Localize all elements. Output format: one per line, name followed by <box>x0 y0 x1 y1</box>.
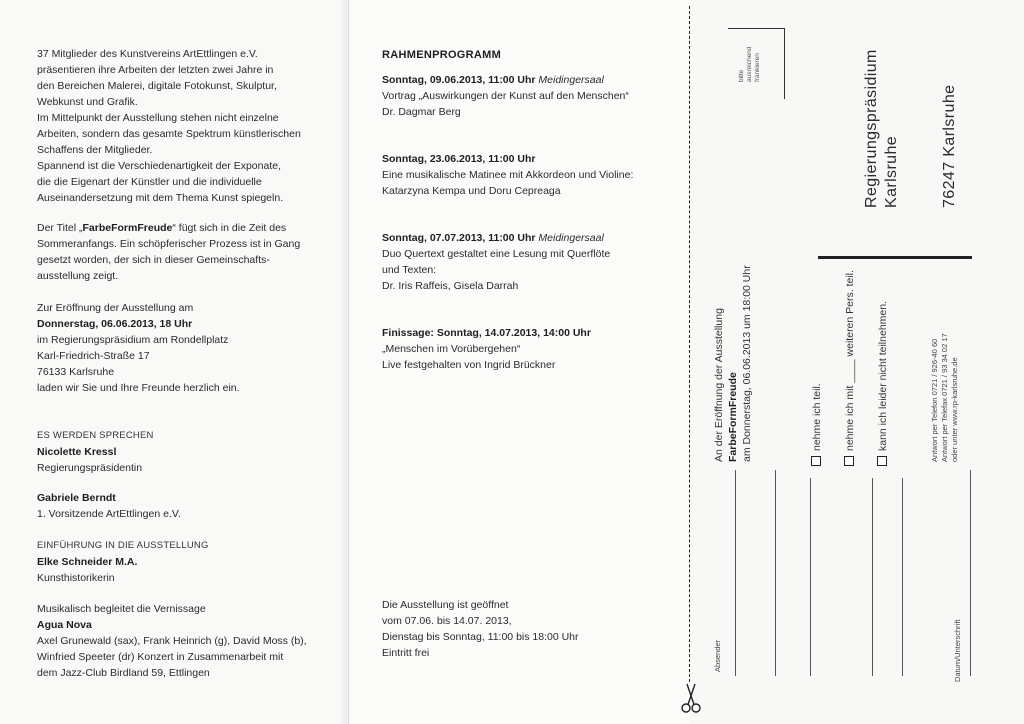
text-line: und Texten: <box>382 264 437 276</box>
recipient-name: Regierungspräsidium <box>863 49 880 208</box>
opening-date: Donnerstag, 06.06.2013, 18 Uhr <box>37 318 193 330</box>
text-line: laden wir Sie und Ihre Freunde herzlich ein. <box>37 382 240 394</box>
text-line: Im Mittelpunkt der Ausstellung stehen nicht einzelne <box>37 112 279 124</box>
text-line: gesetzt worden, der sich in dieser Gemeinschafts- <box>37 254 270 266</box>
text-line: bitte <box>738 69 745 82</box>
signature-label: Datum/Unterschrift <box>953 619 962 682</box>
title-paragraph <box>37 220 300 284</box>
event-date: Sonntag, 23.06.2013, 11:00 Uhr <box>382 153 536 165</box>
text-line: Webkunst und Grafik. <box>37 96 138 108</box>
speaker-role: Regierungspräsidentin <box>37 462 143 474</box>
program-event <box>382 325 591 373</box>
signature-line <box>970 470 971 676</box>
text-line: 76133 Karlsruhe <box>37 366 115 378</box>
contact-phone: Antwort per Telefon 0721 / 926-40 60 <box>930 338 939 462</box>
text-line: ausstellung zeigt. <box>37 270 119 282</box>
text-line: vom 07.06. bis 14.07. 2013, <box>382 615 512 627</box>
text-line: Eine musikalische Matinee mit Akkordeon und Violine: <box>382 169 634 181</box>
sender-line <box>735 470 736 676</box>
text-line: Schaffens der Mitglieder. <box>37 144 153 156</box>
checkbox[interactable] <box>811 456 821 466</box>
speaker-name: Nicolette Kressl <box>37 446 117 458</box>
text-line: Sommeranfangs. Ein schöpferischer Prozess ist in Gang <box>37 238 301 250</box>
program-event <box>382 230 610 294</box>
sender-line <box>902 478 903 676</box>
opening-paragraph <box>37 300 240 396</box>
intro-paragraph <box>37 46 301 206</box>
option-attend-with-guests[interactable] <box>843 270 857 466</box>
contact-info <box>930 333 960 462</box>
text-line: Spannend ist die Verschiedenartigkeit der Exponate, <box>37 160 281 172</box>
text-line: Musikalisch begleitet die Vernissage <box>37 603 206 615</box>
recipient-zip-city: 76247 Karlsruhe <box>941 84 958 208</box>
reply-title: FarbeFormFreude <box>727 372 739 462</box>
reply-text <box>712 265 754 462</box>
text-line: ausreichend <box>746 46 753 82</box>
program-event <box>382 72 629 120</box>
music-paragraph <box>37 601 307 681</box>
cut-line <box>689 6 690 682</box>
event-date: Finissage: Sonntag, 14.07.2013, 14:00 Uhr <box>382 327 591 339</box>
option-label: nehme ich mit ____ weiteren Pers. teil. <box>844 270 856 451</box>
text-line: Live festgehalten von Ingrid Brückner <box>382 359 556 371</box>
text-line: „Menschen im Vorübergehen“ <box>382 343 521 355</box>
sender-line <box>810 478 811 676</box>
introduction-label: EINFÜHRUNG IN DIE AUSSTELLUNG <box>37 540 209 551</box>
speaker-name: Elke Schneider M.A. <box>37 556 138 568</box>
checkbox[interactable] <box>877 456 887 466</box>
event-date: Sonntag, 07.07.2013, 11:00 Uhr <box>382 232 536 244</box>
text-line: Arbeiten, sondern das gesamte Spektrum künstlerischen <box>37 128 301 140</box>
text-line: Dr. Iris Raffeis, Gisela Darrah <box>382 280 519 292</box>
text-line: Zur Eröffnung der Ausstellung am <box>37 302 194 314</box>
event-date-line <box>382 72 629 88</box>
band-name: Agua Nova <box>37 619 92 631</box>
option-decline[interactable] <box>876 301 890 466</box>
text-line: Eintritt frei <box>382 647 430 659</box>
text-line: Dr. Dagmar Berg <box>382 106 461 118</box>
event-place: Meidingersaal <box>538 74 604 86</box>
text-line <box>37 220 300 236</box>
scissors-icon <box>680 682 702 714</box>
recipient-city: Karlsruhe <box>883 135 900 208</box>
text-line: 37 Mitglieder des Kunstvereins ArtEttlingen e.V. <box>37 48 258 60</box>
sender-line <box>872 478 873 676</box>
event-place: Meidingersaal <box>538 232 604 244</box>
text-line: den Bereichen Malerei, digitale Fotokunst, Skulptur, <box>37 80 277 92</box>
text-line: Katarzyna Kempa und Doru Cepreaga <box>382 185 561 197</box>
text-line: Die Ausstellung ist geöffnet <box>382 599 509 611</box>
title-post: “ fügt sich in die Zeit des <box>172 222 287 234</box>
text-line: Vortrag „Auswirkungen der Kunst auf den Menschen“ <box>382 90 629 102</box>
speaker-name: Gabriele Berndt <box>37 492 116 504</box>
contact-web: oder unter www.rp-karlsruhe.de <box>950 357 959 462</box>
text-line: dem Jazz-Club Birdland 59, Ettlingen <box>37 667 210 679</box>
speaker-role: 1. Vorsitzende ArtEttlingen e.V. <box>37 508 181 520</box>
sender-label: Absender <box>713 639 722 672</box>
text-line: frankieren <box>754 53 761 82</box>
sender-line <box>775 470 776 676</box>
event-date: Sonntag, 09.06.2013, 11:00 Uhr <box>382 74 536 86</box>
title-pre: Der Titel „ <box>37 222 83 234</box>
address-underline <box>818 256 972 259</box>
stamp-note <box>738 47 762 82</box>
text-line: Dienstag bis Sonntag, 11:00 bis 18:00 Uhr <box>382 631 579 643</box>
text-line: Axel Grunewald (sax), Frank Heinrich (g), David Moss (b), <box>37 635 307 647</box>
text-line: Auseinandersetzung mit dem Thema Kunst spiegeln. <box>37 192 284 204</box>
option-label: nehme ich teil. <box>811 383 823 451</box>
program-heading: RAHMENPROGRAMM <box>382 49 502 61</box>
exhibition-title: FarbeFormFreude <box>82 222 173 234</box>
reply-date: am Donnerstag, 06.06.2013 um 18:00 Uhr <box>741 265 753 462</box>
text-line: Duo Quertext gestaltet eine Lesung mit Querflöte <box>382 248 611 260</box>
contact-fax: Antwort per Telefax 0721 / 93 34 02 17 <box>940 333 949 462</box>
text-line: die die Eigenart der Künstler und die individuelle <box>37 176 262 188</box>
speakers-label: ES WERDEN SPRECHEN <box>37 430 154 441</box>
text-line: präsentieren ihre Arbeiten der letzten zwei Jahre in <box>37 64 274 76</box>
option-label: kann ich leider nicht teilnehmen. <box>877 300 889 451</box>
speaker-role: Kunsthistorikerin <box>37 572 115 584</box>
checkbox[interactable] <box>844 456 854 466</box>
text-line: Winfried Speeter (dr) Konzert in Zusammenarbeit mit <box>37 651 284 663</box>
reply-intro: An der Eröffnung der Ausstellung <box>713 308 725 462</box>
program-event <box>382 151 633 199</box>
text-line: im Regierungspräsidium am Rondellplatz <box>37 334 229 346</box>
option-attend[interactable] <box>810 383 824 466</box>
recipient-address <box>862 49 902 208</box>
text-line: Karl-Friedrich-Straße 17 <box>37 350 150 362</box>
opening-hours <box>382 597 579 661</box>
fold-shadow <box>340 0 350 724</box>
event-date-line <box>382 230 610 246</box>
